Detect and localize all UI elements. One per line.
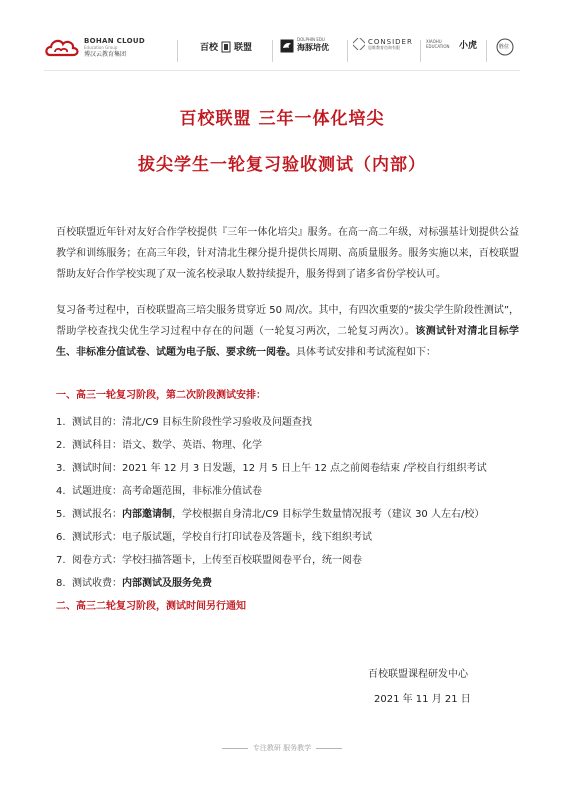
partner-logo-baixiao (200, 40, 252, 53)
cloud-logo-icon (44, 35, 80, 61)
list-item: 1. 测试目的：清北/C9 目标生阶段性学习验收及问题查找 (56, 417, 312, 428)
header-divider (272, 40, 273, 62)
intro-p2-text: 复习备考过程中，百校联盟高三培尖服务贯穿近 50 周/次。其中，有四次重要的“拔尖学生阶段性测试”，帮助学校查找尖优生学习过程中存在的问题（一轮复习两次，二轮复习两次）。 (56, 305, 519, 337)
intro-p2-tail: 具体考试安排和考试流程如下： (296, 347, 436, 358)
partner4-cn: 小虎 (459, 41, 478, 51)
letterhead (0, 0, 564, 80)
header-divider (420, 40, 421, 62)
intro-paragraph-1: 百校联盟近年针对友好合作学校提供『三年一体化培尖』服务。在高一高二年级，对标强基计划提供公益教学和训练服务；在高三年段，针对清北生稞分提升提供长周期、高质量服务。服务实施以来，百校联盟帮助友好合作学校实现了双一流名校录取人数持续提升，服务得到了诸多省份学校认可。 (56, 227, 519, 280)
intro-p2-bold: 该测试针对清北目标学生、非标准分值试卷、试题为电子版、要求统一阅卷。 (56, 326, 520, 358)
footer-text: 专注教研 服务教学 (252, 744, 312, 752)
header-divider (177, 40, 178, 62)
doc-title-line2: 拔尖学生一轮复习验收测试（内部） (138, 155, 426, 175)
partner5-cn: 胜位 (499, 44, 510, 50)
signature-date: 2021 年 11 月 21 日 (374, 694, 471, 705)
partner-logo-circle (496, 38, 514, 56)
consider-icon (353, 38, 365, 50)
list-item: 7. 阅卷方式：学校扫描答题卡，上传至百校联盟阅卷平台，统一阅卷 (56, 555, 362, 566)
signature-org: 百校联盟课程研发中心 (368, 669, 468, 680)
footer-dash (222, 748, 248, 749)
list-item: 5. 测试报名：内部邀请制，学校根据自身清北/C9 目标学生数量情况报考（建议 30 人左右/校） (56, 509, 485, 520)
partner-logo-xiaohu (426, 38, 477, 51)
list-item: 2. 测试科目：语文、数学、英语、物理、化学 (56, 440, 262, 451)
footer (0, 743, 564, 753)
dolphin-icon (280, 39, 294, 53)
header-rule (44, 70, 520, 71)
brand-en: BOHAN CLOUD (84, 37, 145, 45)
footer-dash (316, 748, 342, 749)
header-divider (347, 40, 348, 62)
brand-cn: 博汉云教育集团 (84, 51, 127, 58)
list-item: 8. 测试收费：内部测试及服务免费 (56, 578, 212, 589)
header-divider (486, 40, 487, 62)
partner2-cn: 海豚培优 (297, 43, 329, 53)
partner1-text-2: 联盟 (234, 43, 253, 53)
list-item: 6. 测试形式：电子版试题，学校自行打印试卷及答题卡，线下组织考试 (56, 532, 372, 543)
partner3-cn: 思维教育咨询有限 (368, 45, 400, 50)
section-heading-1: 一、高三一轮复习阶段，第二次阶段测试安排： (56, 390, 266, 401)
partner-logo-consider (353, 38, 413, 50)
partner1-text: 百校 (200, 43, 219, 53)
partner-logo-dolphin (280, 38, 329, 53)
intro-paragraph-2 (56, 300, 519, 363)
list-item: 4. 试题进度：高考命题范围，非标准分值试卷 (56, 486, 262, 497)
seal-icon (221, 41, 231, 53)
brand-sub: Education Group (84, 45, 118, 50)
list-item: 3. 测试时间：2021 年 12 月 3 日发题，12 月 5 日上午 12 点之前阅卷结束 /学校自行组织考试 (56, 463, 487, 474)
section-heading-2: 二、高三二轮复习阶段，测试时间另行通知 (56, 601, 246, 612)
partner4-en: XIAOHU EDUCATION (426, 39, 450, 49)
bohan-cloud-logo (44, 35, 145, 61)
partner2-en: DOLPHIN EDU (297, 37, 325, 42)
doc-title-line1: 百校联盟 三年一体化培尖 (179, 109, 385, 129)
partner3-en: CONSIDER (368, 38, 413, 46)
